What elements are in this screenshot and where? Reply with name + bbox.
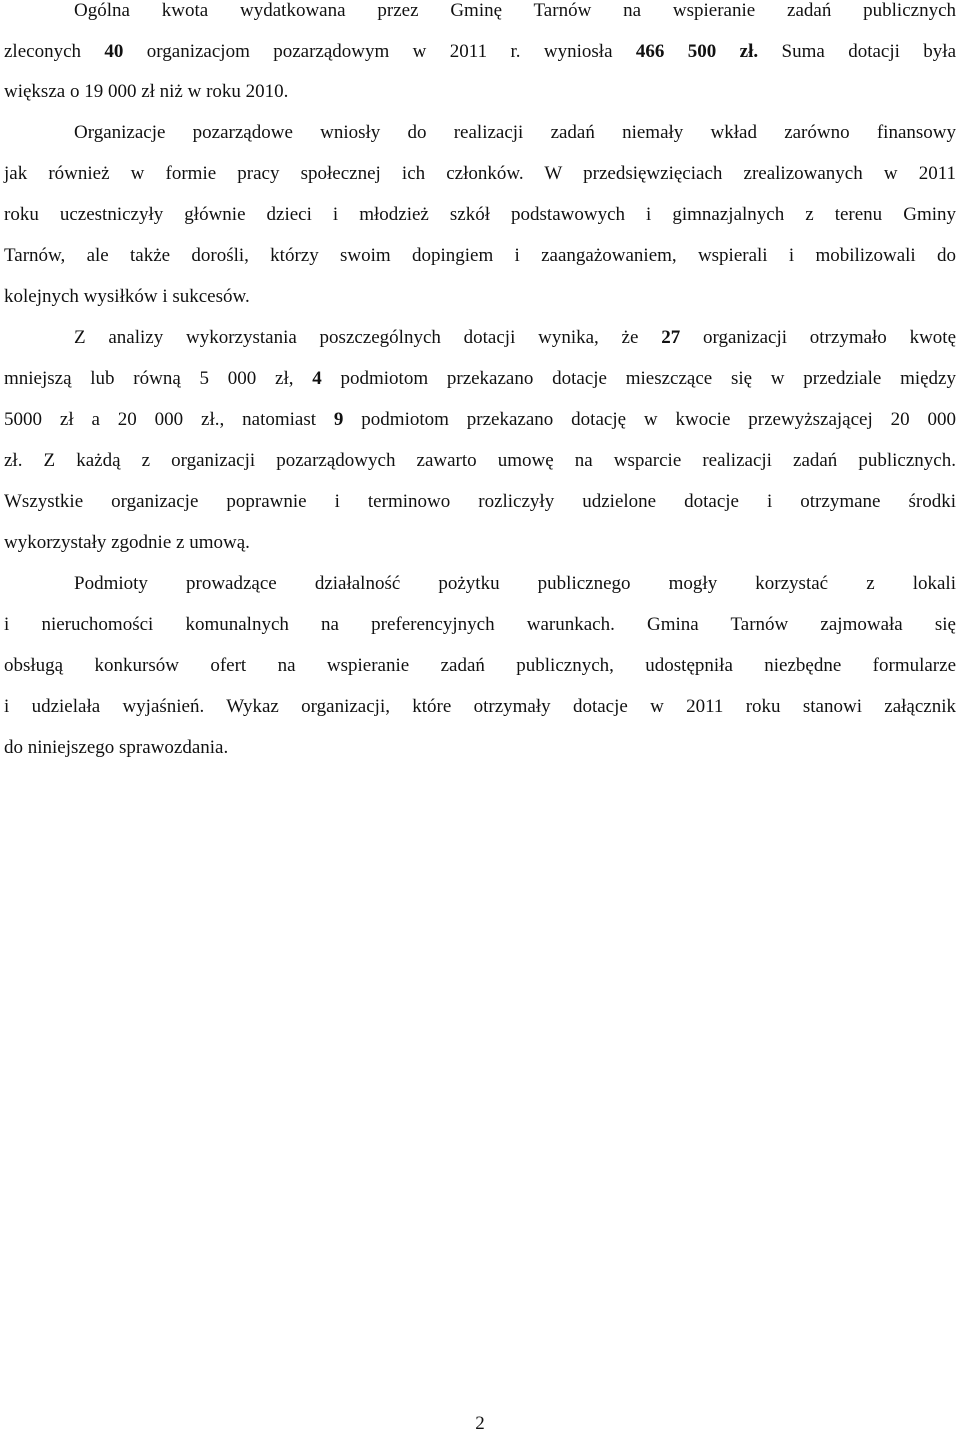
text-line [4, 487, 956, 517]
text-span: podmiotom przekazano dotację w kwocie przewyższającej 20 000 [343, 409, 956, 430]
text-line [74, 569, 956, 599]
text-line [4, 733, 956, 763]
text-span: Organizacje pozarządowe wniosły do realizacji zadań niemały wkład zarówno finansowy [74, 122, 956, 143]
text-span: i nieruchomości komunalnych na preferencyjnych warunkach. Gmina Tarnów zajmowała się [4, 614, 956, 635]
text-line [4, 241, 956, 271]
text-span: 5000 zł a 20 000 zł., natomiast [4, 409, 334, 430]
text-span: Podmioty prowadzące działalność pożytku publicznego mogły korzystać z lokali [74, 573, 956, 594]
page-number: 2 [475, 1413, 485, 1434]
text-line [4, 159, 956, 189]
text-span: i udzielała wyjaśnień. Wykaz organizacji, które otrzymały dotacje w 2011 roku stanowi załącznik [4, 696, 956, 717]
text-span: roku uczestniczyły głównie dzieci i młodzież szkół podstawowych i gimnazjalnych z terenu Gminy [4, 204, 956, 225]
text-span: jak również w formie pracy społecznej ich członków. W przedsięwzięciach zrealizowanych w 2011 [4, 163, 956, 184]
text-span: zleconych [4, 41, 105, 62]
bold-number: 9 [333, 409, 344, 430]
text-line [4, 405, 956, 435]
text-span: obsługą konkursów ofert na wspieranie zadań publicznych, udostępniła niezbędne formularze [4, 655, 956, 676]
text-span: Tarnów, ale także dorośli, którzy swoim dopingiem i zaangażowaniem, wspierali i mobilizowali do [4, 245, 956, 266]
text-line [74, 118, 956, 148]
text-line [4, 651, 956, 681]
text-line [4, 692, 956, 722]
text-span: zł. Z każdą z organizacji pozarządowych zawarto umowę na wsparcie realizacji zadań publicznych. [4, 450, 956, 471]
text-line [4, 200, 956, 230]
text-span: Z analizy wykorzystania poszczególnych dotacji wynika, że [74, 327, 662, 348]
bold-amount: 466 500 zł. [635, 41, 759, 62]
text-span: podmiotom przekazano dotacje mieszczące się w przedziale między [321, 368, 956, 389]
text-span: do niniejszego sprawozdania. [4, 737, 229, 758]
text-span: Suma dotacji była [758, 41, 956, 62]
bold-number: 40 [104, 41, 124, 62]
text-line [4, 37, 956, 67]
text-span: organizacji otrzymało kwotę [680, 327, 957, 348]
text-line [4, 364, 956, 394]
text-line [4, 610, 956, 640]
text-line [74, 323, 956, 353]
text-span: Wszystkie organizacje poprawnie i terminowo rozliczyły udzielone dotacje i otrzymane środki [4, 491, 956, 512]
text-line [4, 77, 956, 107]
text-span: organizacjom pozarządowym w 2011 r. wyniosła [123, 41, 636, 62]
bold-number: 27 [661, 327, 681, 348]
text-span: mniejszą lub równą 5 000 zł, [4, 368, 313, 389]
text-line [4, 446, 956, 476]
text-span: wykorzystały zgodnie z umową. [4, 532, 250, 553]
text-span: większa o 19 000 zł niż w roku 2010. [4, 81, 289, 102]
bold-number: 4 [312, 368, 322, 389]
text-span: kolejnych wysiłków i sukcesów. [4, 286, 250, 307]
text-line [4, 282, 956, 312]
text-line [4, 528, 956, 558]
text-line [74, 0, 956, 26]
text-span: Ogólna kwota wydatkowana przez Gminę Tarnów na wspieranie zadań publicznych [74, 0, 956, 21]
